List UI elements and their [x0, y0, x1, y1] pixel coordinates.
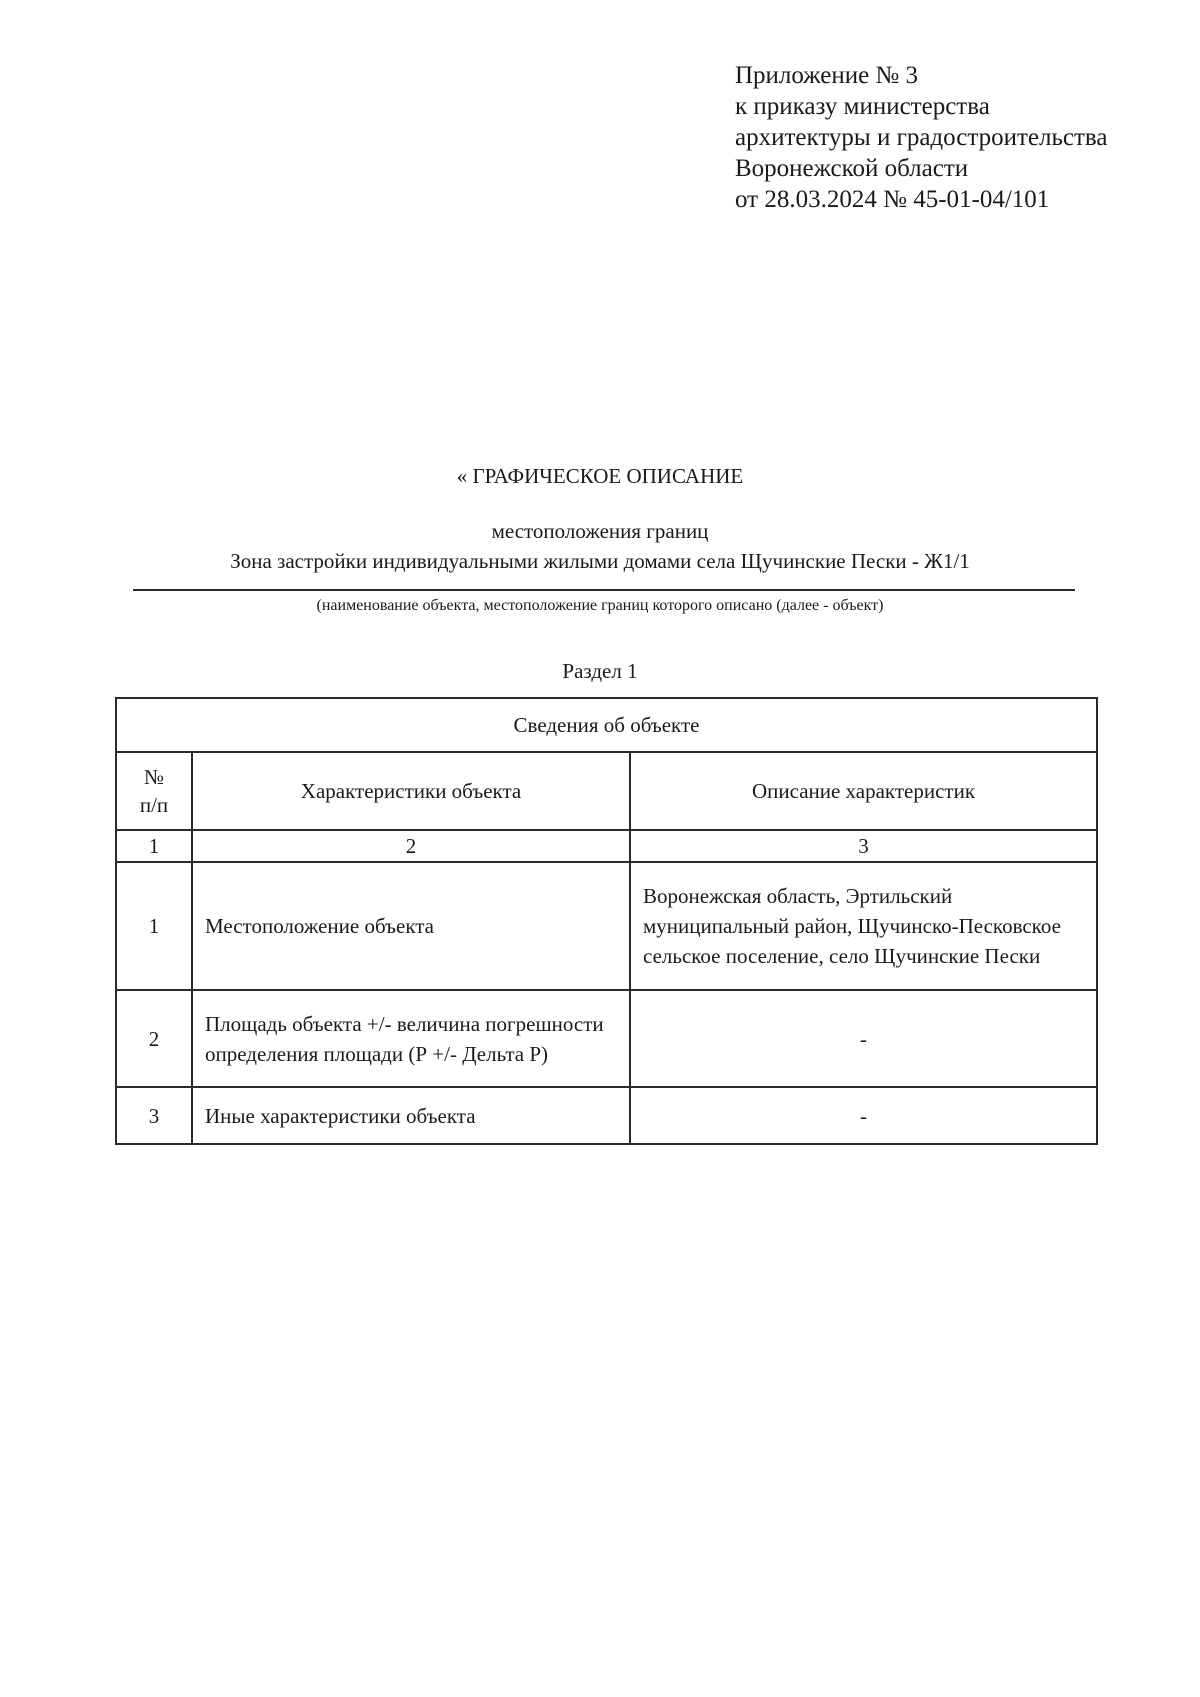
appendix-number: Приложение № 3 [735, 62, 919, 89]
header-num [116, 752, 192, 830]
appendix-order-ref: к приказу министерства [735, 93, 990, 120]
header-num-abbr: п/п [139, 793, 169, 817]
row-number: 2 [116, 990, 192, 1087]
object-name: Зона застройки индивидуальными жилыми домами села Щучинские Пески - Ж1/1 [230, 549, 970, 573]
header-description: Описание характеристик [630, 752, 1097, 830]
table-row [116, 1087, 1097, 1144]
column-index-row [116, 830, 1097, 862]
appendix-order-date: от 28.03.2024 № 45-01-04/101 [735, 186, 1050, 213]
row-characteristic: Иные характеристики объекта [192, 1087, 630, 1144]
row-characteristic: Местоположение объекта [192, 862, 630, 990]
header-num-symbol: № [143, 765, 165, 789]
row-characteristic: Площадь объекта +/- величина погрешности определения площади (Р +/- Дельта Р) [192, 990, 630, 1087]
column-index-2: 2 [192, 830, 630, 862]
table-caption-row [116, 698, 1097, 752]
table-row [116, 990, 1097, 1087]
document-title: « ГРАФИЧЕСКОЕ ОПИСАНИЕ [456, 464, 744, 488]
subtitle-line-1: местоположения границ [491, 519, 709, 543]
table-row [116, 862, 1097, 990]
appendix-region: Воронежской области [735, 155, 969, 182]
row-number: 3 [116, 1087, 192, 1144]
object-caption: (наименование объекта, местоположение границ которого описано (далее - объект) [316, 597, 884, 614]
header-characteristic: Характеристики объекта [192, 752, 630, 830]
row-description: Воронежская область, Эртильский муниципальный район, Щучинско-Песковское сельское поселение, село Щучинские Пески [630, 862, 1097, 990]
document-subtitle [0, 516, 1200, 576]
table-header-row [116, 752, 1097, 830]
table-caption: Сведения об объекте [116, 698, 1097, 752]
appendix-ministry: архитектуры и градостроительства [735, 124, 1108, 151]
section-label: Раздел 1 [562, 659, 638, 683]
row-description: - [630, 1087, 1097, 1144]
row-description: - [630, 990, 1097, 1087]
object-info-table [115, 697, 1098, 1145]
column-index-1: 1 [116, 830, 192, 862]
row-number: 1 [116, 862, 192, 990]
column-index-3: 3 [630, 830, 1097, 862]
appendix-block [735, 60, 1107, 215]
object-underline [133, 589, 1075, 591]
